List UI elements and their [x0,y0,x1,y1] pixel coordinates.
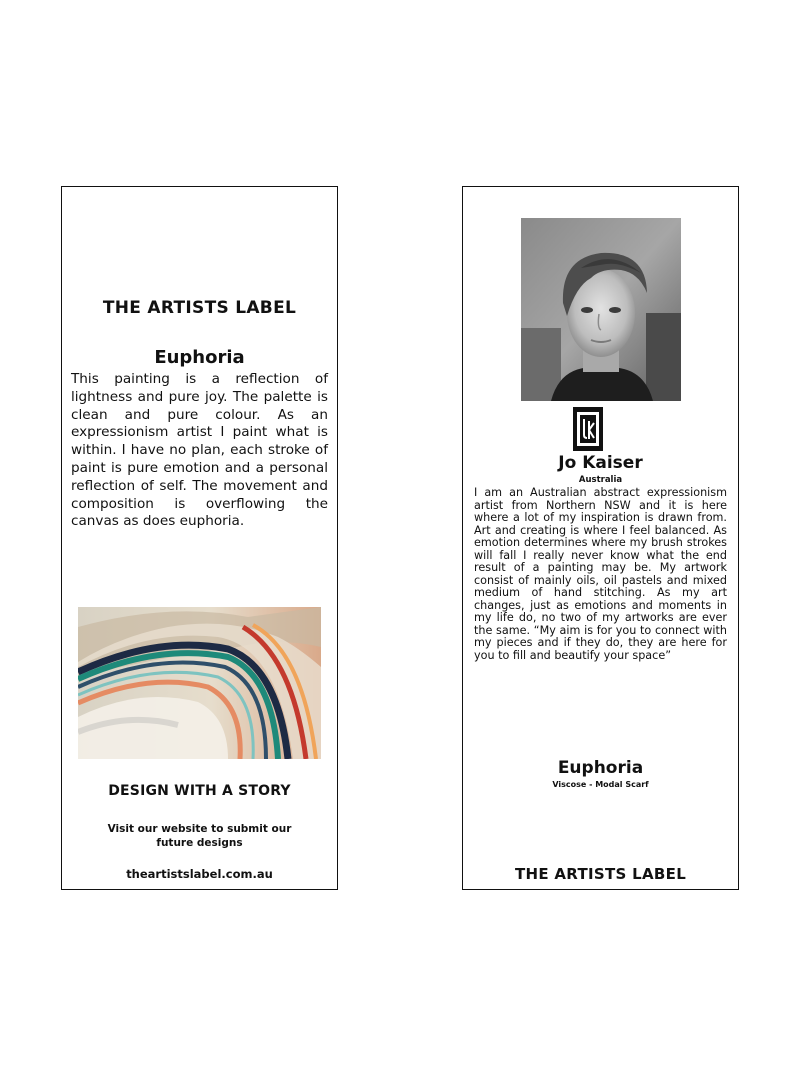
artist-bio: I am an Australian abstract expressionism artist from Northern NSW and it is here where a lot of my inspiration is drawn from. Art and creating is where I feel balanced. As emotion determines where my brush strokes will fall I really never know what the end result of a painting may be. My artwork consist of mainly oils, oil pastels and mixed medium of hand stitching. As my art changes, just as emotions and moments in my life do, no two of my artworks are ever the same. “My aim is for you to connect with my pieces and if they do, they are here for you to fill and beautify your space” [474,486,727,662]
painting-title: Euphoria [154,347,245,368]
artist-country: Australia [578,475,623,485]
painting-image [78,607,321,759]
left-card [61,186,338,890]
painting-description: This painting is a reflection of lightness and pure joy. The palette is clean and pure colour. As an expressionism artist I paint what is within. I have no plan, each stroke of paint is pure emotion and a personal reflection of self. The movement and composition is overflowing the canvas as does euphoria. [71,371,328,530]
tagline: DESIGN WITH A STORY [108,783,291,799]
brand-footer: THE ARTISTS LABEL [514,865,687,883]
right-card [462,186,739,890]
website-link[interactable]: theartistslabel.com.au [126,867,273,881]
brand-heading: THE ARTISTS LABEL [102,298,297,318]
design-title: Euphoria [557,758,644,778]
product-description: Viscose - Modal Scarf [552,780,649,789]
artist-logo-icon [573,407,603,451]
artist-name: Jo Kaiser [558,453,643,473]
call-to-action: Visit our website to submit our future designs [107,823,292,849]
artist-photo [521,218,681,401]
